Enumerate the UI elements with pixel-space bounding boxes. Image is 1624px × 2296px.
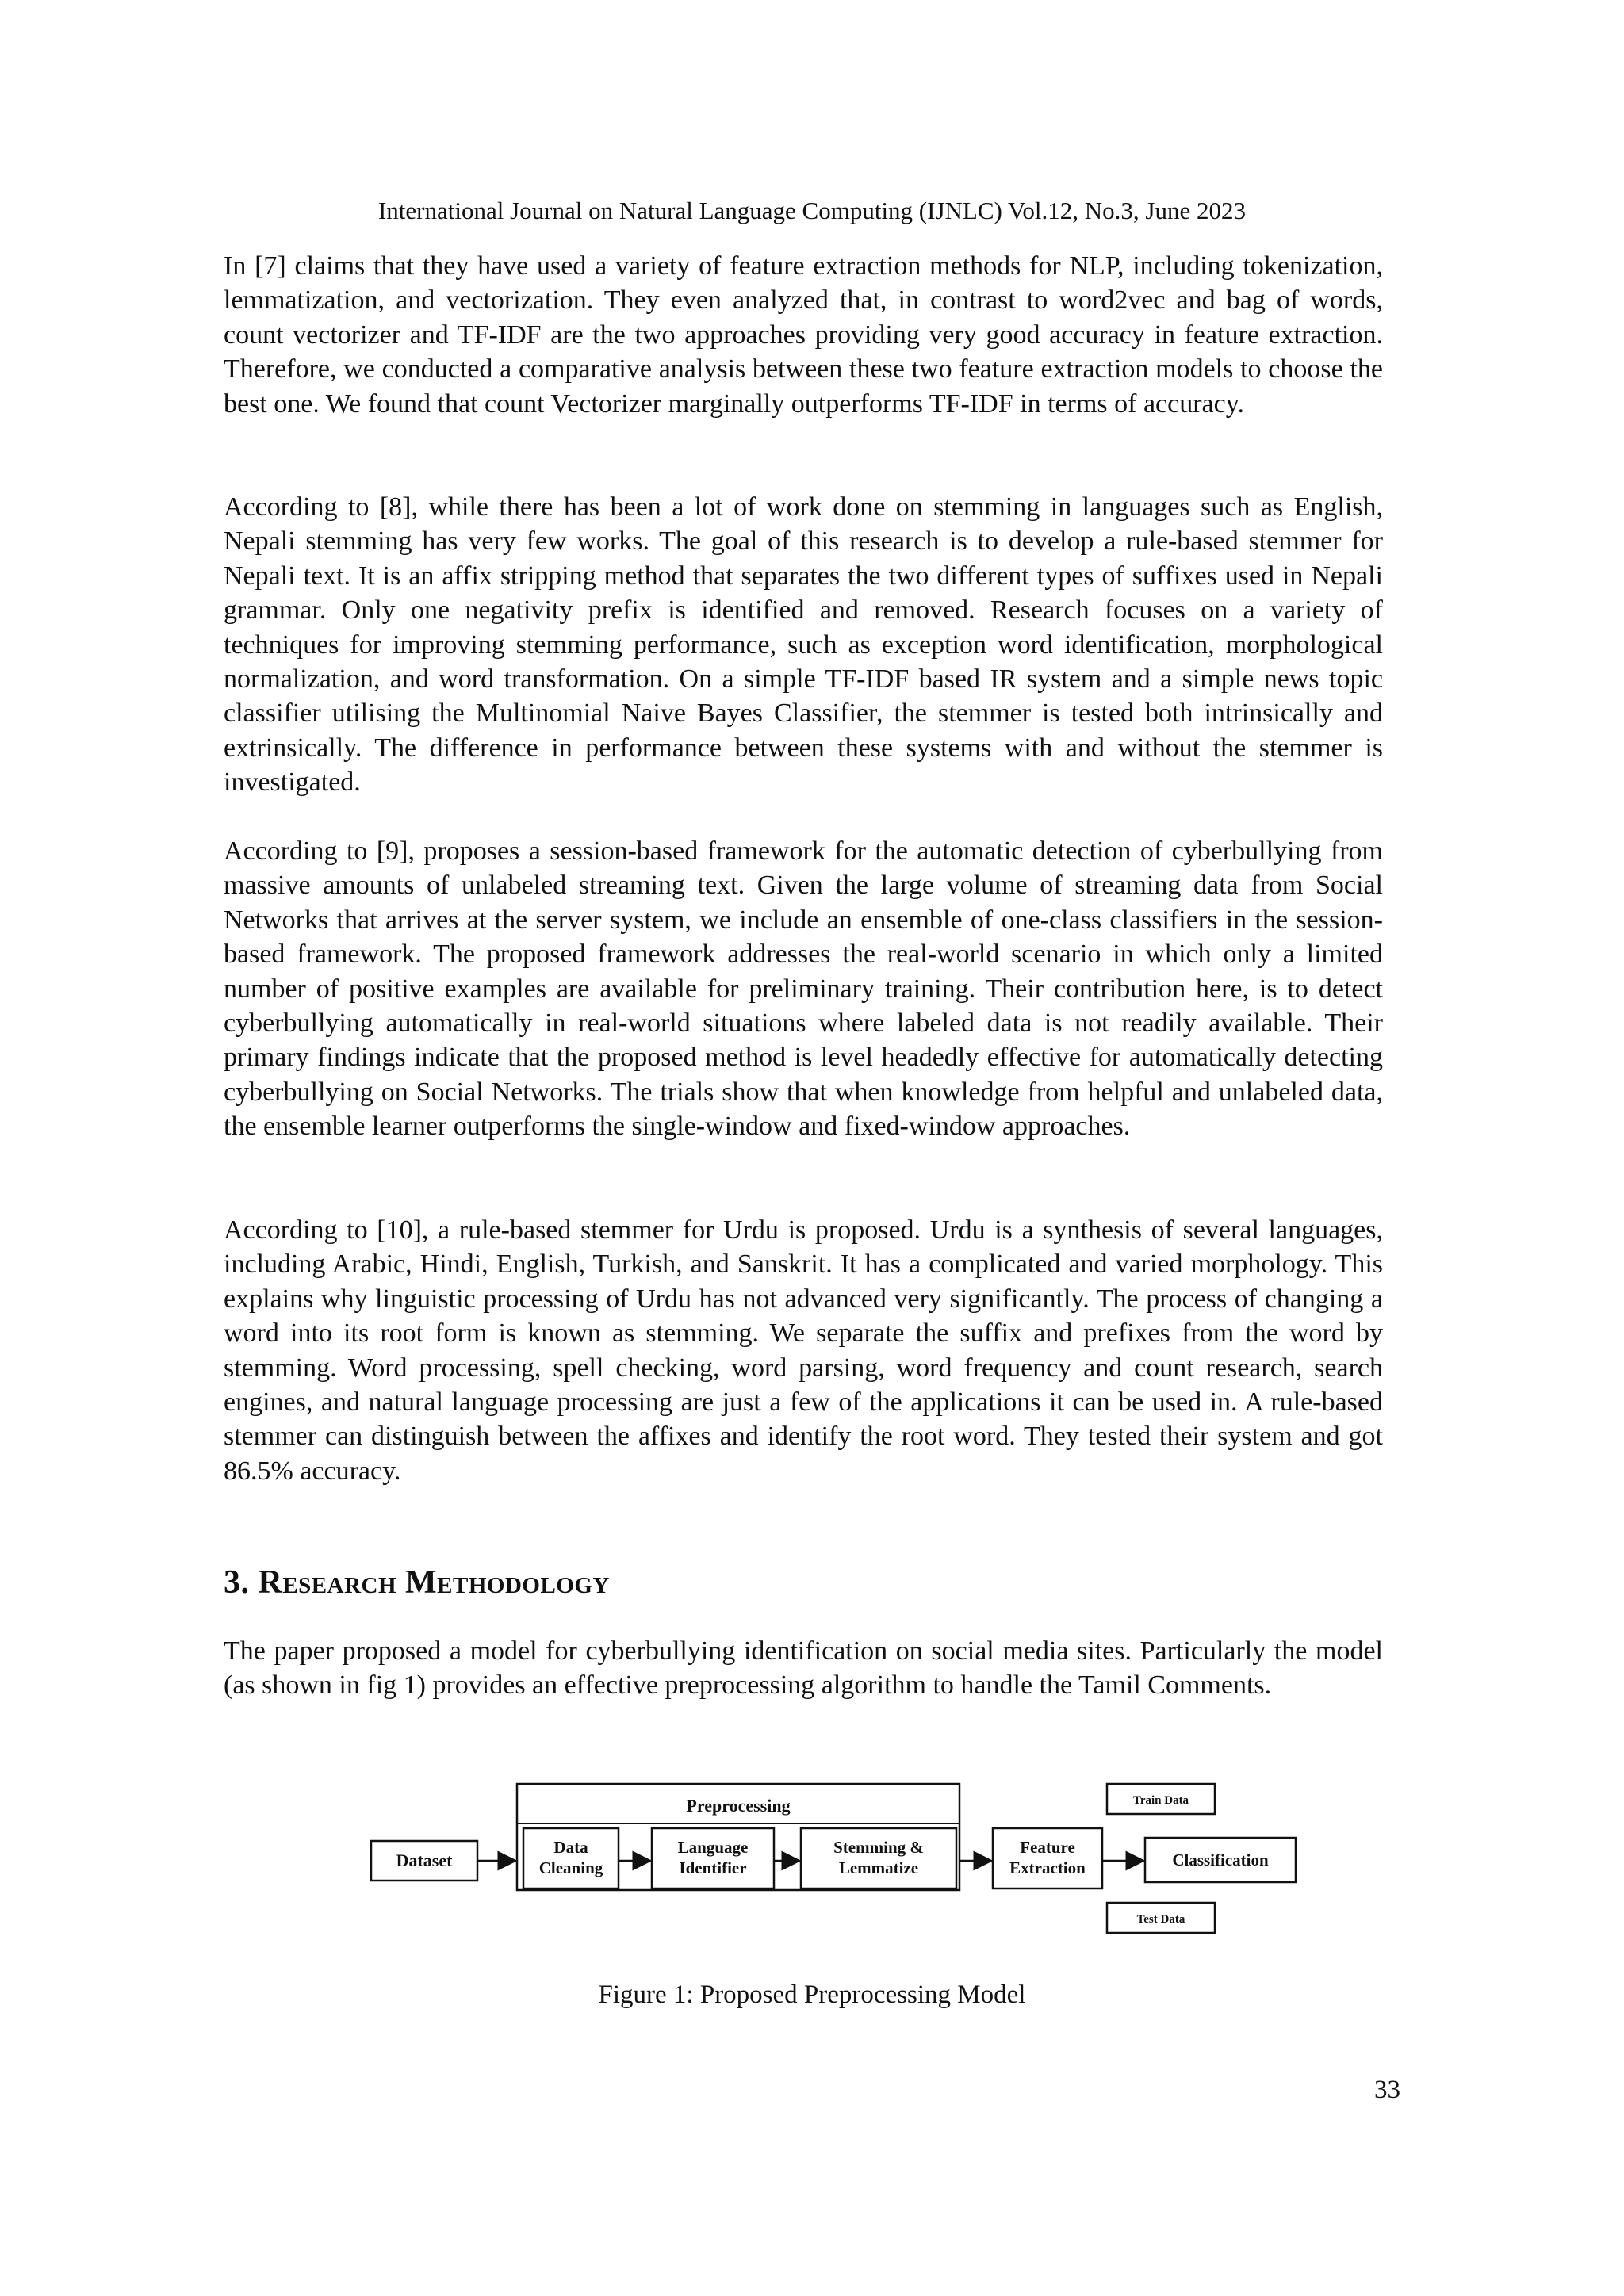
data-cleaning-label-1: Data (553, 1838, 588, 1857)
data-cleaning-label-2: Cleaning (538, 1858, 603, 1877)
language-identifier-node (652, 1828, 774, 1888)
stemming-node (801, 1828, 956, 1888)
paragraph-text: According to [9], proposes a session-based framework for the automatic detection of cyberbullying from massive amounts of unlabeled streaming text. Given the large volume of streaming data from Social Networks that arrives at the server system, we include an ensemble of one-class classifiers in the session-based framework. The proposed framework addresses the real-world scenario in which only a limited number of positive examples are available for preliminary training. Their contribution here, is to detect cyberbullying automatically in real-world situations where labeled data is not readily available. Their primary findings indicate that the proposed method is level headedly effective for automatically detecting cyberbullying on Social Networks. The trials show that when knowledge from helpful and unlabeled data, the ensemble learner outperforms the single-window and fixed-window approaches. (224, 836, 1383, 1142)
paragraph-text: The paper proposed a model for cyberbullying identification on social media sites. Particularly the model (as shown in fig 1) provides an effective preprocessing algorithm to handle the Tamil Comments. (224, 1636, 1383, 1701)
paragraph-ref-8 (224, 490, 1383, 800)
dataset-node (371, 1841, 477, 1881)
language-identifier-label-2: Identifier (679, 1858, 747, 1877)
paragraph-ref-7 (224, 249, 1383, 421)
stemming-label-1: Stemming & (833, 1838, 924, 1857)
paragraph-text: According to [10], a rule-based stemmer for Urdu is proposed. Urdu is a synthesis of several languages, including Arabic, Hindi, English, Turkish, and Sanskrit. It has a complicated and varied morphology. This explains why linguistic processing of Urdu has not advanced very significantly. The process of changing a word into its root form is known as stemming. We separate the suffix and prefixes from the word by stemming. Word processing, spell checking, word parsing, word frequency and count research, search engines, and natural language processing are just a few of the applications it can be used in. A rule-based stemmer can distinguish between the affixes and identify the root word. They tested their system and got 86.5% accuracy. (224, 1215, 1383, 1486)
test-data-label: Test Data (1136, 1913, 1185, 1926)
language-identifier-label-1: Language (677, 1838, 749, 1857)
classification-label: Classification (1172, 1850, 1269, 1869)
test-data-node (1107, 1903, 1215, 1933)
paragraph-ref-9 (224, 834, 1383, 1144)
section-number: 3. (224, 1564, 250, 1601)
section-heading (224, 1560, 610, 1605)
paragraph-text: According to [8], while there has been a lot of work done on stemming in languages such as English, Nepali stemming has very few works. The goal of this research is to develop a rule-based stemmer for Nepali text. It is an affix stripping method that separates the two different types of suffixes used in Nepali grammar. Only one negativity prefix is identified and removed. Research focuses on a variety of techniques for improving stemming performance, such as exception word identification, morphological normalization, and word transformation. On a simple TF-IDF based IR system and a simple news topic classifier utilising the Multinomial Naive Bayes Classifier, the stemmer is tested both intrinsically and extrinsically. The difference in performance between these systems with and without the stemmer is investigated. (224, 492, 1383, 798)
section-title: Research Methodology (258, 1564, 610, 1601)
preprocessing-group (517, 1784, 959, 1890)
preprocessing-label: Preprocessing (686, 1796, 791, 1816)
paragraph-text: In [7] claims that they have used a variety of feature extraction methods for NLP, including tokenization, lemmatization, and vectorization. They even analyzed that, in contrast to word2vec and bag of words, count vectorizer and TF-IDF are the two approaches providing very good accuracy in feature extraction. Therefore, we conducted a comparative analysis between these two feature extraction models to choose the best one. We found that count Vectorizer marginally outperforms TF-IDF in terms of accuracy. (224, 251, 1383, 419)
journal-header: International Journal on Natural Language Computing (IJNLC) Vol.12, No.3, June 2023 (377, 197, 1246, 224)
data-cleaning-node (523, 1828, 619, 1888)
figure-caption: Figure 1: Proposed Preprocessing Model (598, 1980, 1026, 2009)
section-paragraph (224, 1634, 1383, 1703)
paragraph-ref-10 (224, 1213, 1383, 1488)
dataset-label: Dataset (396, 1850, 453, 1870)
feature-extraction-label-2: Extraction (1009, 1858, 1086, 1877)
train-data-label: Train Data (1132, 1794, 1189, 1807)
train-data-node (1107, 1784, 1215, 1814)
page-number: 33 (1374, 2076, 1400, 2104)
feature-extraction-node (993, 1828, 1102, 1888)
classification-node (1145, 1838, 1296, 1882)
feature-extraction-label-1: Feature (1020, 1838, 1075, 1857)
stemming-label-2: Lemmatize (838, 1858, 919, 1877)
